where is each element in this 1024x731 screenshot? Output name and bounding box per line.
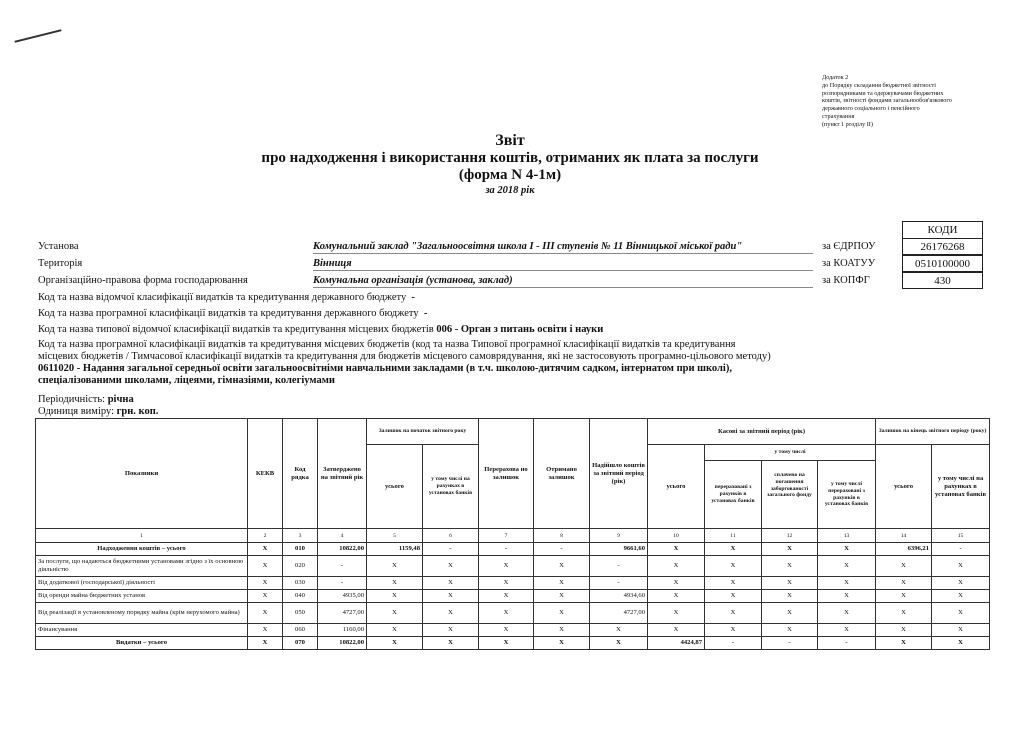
appendix-line: розпорядниками та одержувачами бюджетних xyxy=(822,89,944,97)
table-cell: 040 xyxy=(283,590,318,603)
classification-line-1: Код та назва відомчої класифікації видатків та кредитування державного бюджету - xyxy=(38,292,415,303)
table-cell: - xyxy=(762,637,818,650)
table-cell: X xyxy=(367,624,423,637)
classification-line-5: місцевих бюджетів / Тимчасової класифікації видатків та кредитування для бюджетів місцевого самоврядування, які не застосовують програмно-цільового методу) xyxy=(38,351,771,362)
table-cell: X xyxy=(705,590,762,603)
th-transferred-bank: перераховані з рахунків в установах банків xyxy=(705,461,762,529)
table-cell: X xyxy=(705,603,762,624)
table-cell: X xyxy=(932,637,990,650)
table-cell: X xyxy=(423,577,479,590)
table-cell: X xyxy=(423,624,479,637)
table-cell: 4727,00 xyxy=(590,603,648,624)
th-start-total: усього xyxy=(367,445,423,529)
column-number: 9 xyxy=(590,529,648,543)
table-cell: 4727,00 xyxy=(318,603,367,624)
column-numbers-row xyxy=(36,529,990,543)
title-line2: про надходження і використання коштів, отриманих як плата за послуги xyxy=(261,150,759,166)
table-cell: X xyxy=(479,590,534,603)
table-cell: X xyxy=(534,603,590,624)
table-cell: X xyxy=(932,603,990,624)
th-kekv: КЕКВ xyxy=(248,419,283,529)
table-cell: - xyxy=(534,543,590,556)
table-cell: 060 xyxy=(283,624,318,637)
column-number: 11 xyxy=(705,529,762,543)
table-row xyxy=(36,603,990,624)
table-cell: X xyxy=(648,590,705,603)
code-koatuu: 0510100000 xyxy=(902,255,983,272)
table-row xyxy=(36,590,990,603)
th-start-in-bank: у тому числі на рахунках в установах банків xyxy=(423,445,479,529)
appendix-line: (пункт 1 розділу II) xyxy=(822,120,873,128)
table-cell: X xyxy=(423,603,479,624)
th-cash-total: усього xyxy=(648,445,705,529)
row-label: Від оренди майна бюджетних установ xyxy=(36,590,248,603)
title-form: (форма N 4-1м) xyxy=(458,167,562,183)
table-cell: X xyxy=(876,590,932,603)
table-cell: X xyxy=(932,590,990,603)
table-row xyxy=(36,624,990,637)
table-cell: X xyxy=(932,624,990,637)
column-number: 1 xyxy=(36,529,248,543)
table-cell: X xyxy=(762,543,818,556)
table-cell: X xyxy=(876,577,932,590)
th-debt-paid xyxy=(762,461,818,529)
field-label-legal-form: Організаційно-правова форма господарювання xyxy=(38,275,248,286)
appendix-note xyxy=(822,74,992,129)
th-debt-bank: у тому числі перераховані з рахунків в установах банків xyxy=(818,461,876,529)
table-cell: X xyxy=(818,556,876,577)
row-label: Видатки – усього xyxy=(36,637,248,650)
table-cell: - xyxy=(932,543,990,556)
report-table xyxy=(35,418,985,650)
table-cell: X xyxy=(479,624,534,637)
table-cell: X xyxy=(479,637,534,650)
appendix-line: коштів, звітності фондами загальнообов'язкового xyxy=(822,97,952,105)
table-cell: 9661,60 xyxy=(590,543,648,556)
appendix-line: до Порядку складання бюджетної звітності xyxy=(822,81,936,89)
table-cell: 070 xyxy=(283,637,318,650)
th-balance-start: Залишок на початок звітного року xyxy=(367,419,479,445)
th-end-total: усього xyxy=(876,445,932,529)
table-cell: X xyxy=(534,556,590,577)
table-cell: X xyxy=(534,577,590,590)
field-value-territory: Вінниця xyxy=(313,257,813,271)
table-cell: X xyxy=(248,603,283,624)
table-cell: 10822,00 xyxy=(318,637,367,650)
appendix-line: Додаток 2 xyxy=(822,74,849,81)
table-cell: X xyxy=(818,577,876,590)
column-number: 15 xyxy=(932,529,990,543)
unit-of-measure: Одиниця виміру: грн. коп. xyxy=(38,406,159,417)
table-cell: X xyxy=(248,624,283,637)
th-balance-end: Залишок на кінець звітного періоду (року) xyxy=(876,419,990,445)
table-cell: - xyxy=(318,556,367,577)
table-cell: X xyxy=(705,556,762,577)
table-cell: X xyxy=(818,624,876,637)
table-cell: X xyxy=(479,603,534,624)
table-cell: X xyxy=(534,590,590,603)
table-cell: X xyxy=(248,556,283,577)
column-number: 4 xyxy=(318,529,367,543)
row-label: Від додаткової (господарської) діяльності xyxy=(36,577,248,590)
table-cell: X xyxy=(818,543,876,556)
th-transfer: Перерахова но залишок xyxy=(479,419,534,529)
table-cell: X xyxy=(367,637,423,650)
table-cell: 10822,00 xyxy=(318,543,367,556)
table-cell: 030 xyxy=(283,577,318,590)
column-number: 3 xyxy=(283,529,318,543)
th-indicators: Показники xyxy=(36,419,248,529)
appendix-line: страхування xyxy=(822,112,855,120)
table-cell: X xyxy=(248,543,283,556)
table-row xyxy=(36,637,990,650)
table-cell: X xyxy=(818,590,876,603)
table-cell: - xyxy=(318,577,367,590)
table-cell: 1159,48 xyxy=(367,543,423,556)
table-cell: X xyxy=(248,577,283,590)
table-cell: 4424,87 xyxy=(648,637,705,650)
code-label-koatuu: за КОАТУУ xyxy=(822,258,876,269)
table-cell: X xyxy=(367,603,423,624)
field-value-institution: Комунальний заклад "Загальноосвітня школа І - ІІІ ступенів № 11 Вінницької міської ради" xyxy=(313,240,813,254)
table-cell: X xyxy=(876,603,932,624)
th-row-code: Код рядка xyxy=(283,419,318,529)
th-including: у тому числі xyxy=(705,445,876,461)
table-cell: X xyxy=(423,590,479,603)
table-cell: X xyxy=(818,603,876,624)
table-cell: 010 xyxy=(283,543,318,556)
table-cell: X xyxy=(762,577,818,590)
table-row xyxy=(36,556,990,577)
table-cell: - xyxy=(479,543,534,556)
column-number: 13 xyxy=(818,529,876,543)
title-period: за 2018 рік xyxy=(485,185,535,196)
table-cell: 050 xyxy=(283,603,318,624)
table-cell: X xyxy=(876,556,932,577)
table-body xyxy=(36,543,990,650)
row-label: Фінансування xyxy=(36,624,248,637)
table-cell: X xyxy=(762,556,818,577)
table-cell: X xyxy=(648,556,705,577)
classification-line-2: Код та назва програмної класифікації видатків та кредитування державного бюджету - xyxy=(38,308,428,319)
classification-line-3: Код та назва типової відомчої класифікації видатків та кредитування місцевих бюджетів 006 - Орган з питань освіти і науки xyxy=(38,324,604,335)
table-cell: X xyxy=(705,543,762,556)
table-cell: X xyxy=(932,577,990,590)
table-cell: - xyxy=(818,637,876,650)
program-code-line-2: спеціалізованими школами, ліцеями, гімназіями, колегіумами xyxy=(38,375,335,386)
table-row xyxy=(36,543,990,556)
field-value-legal-form: Комунальна організація (установа, заклад) xyxy=(313,274,813,288)
table-cell: X xyxy=(534,624,590,637)
th-received: Отримано залишок xyxy=(534,419,590,529)
th-arrived: Надійшло коштів за звітний період (рік) xyxy=(590,419,648,529)
table-cell: X xyxy=(423,637,479,650)
column-number: 10 xyxy=(648,529,705,543)
th-debt-paid-caption: сплачено на погашення заборгованості загального фонду xyxy=(767,471,812,499)
row-label: За послуги, що надаються бюджетними установами згідно з їх основною діяльністю xyxy=(36,556,248,577)
table-cell: X xyxy=(705,577,762,590)
code-label-kopfg: за КОПФГ xyxy=(822,275,870,286)
codes-header: КОДИ xyxy=(902,221,983,238)
table-cell: X xyxy=(248,637,283,650)
report-title xyxy=(250,132,770,198)
title-line1: Звіт xyxy=(495,132,525,149)
table-cell: X xyxy=(648,624,705,637)
table-cell: X xyxy=(590,624,648,637)
column-number: 12 xyxy=(762,529,818,543)
table-cell: X xyxy=(705,624,762,637)
table-cell: X xyxy=(479,577,534,590)
column-number: 6 xyxy=(423,529,479,543)
table-cell: - xyxy=(590,556,648,577)
table-cell: X xyxy=(590,637,648,650)
table-cell: 6396,21 xyxy=(876,543,932,556)
table-row xyxy=(36,577,990,590)
table-cell: X xyxy=(648,603,705,624)
row-label: Надходження коштів – усього xyxy=(36,543,248,556)
th-approved: Затверджено на звітний рік xyxy=(318,419,367,529)
column-number: 7 xyxy=(479,529,534,543)
table-cell: - xyxy=(590,577,648,590)
column-number: 8 xyxy=(534,529,590,543)
table-cell: X xyxy=(367,577,423,590)
appendix-line: державного соціального і пенсійного xyxy=(822,105,920,113)
program-code-line-1: 0611020 - Надання загальної середньої освіти загальноосвітніми навчальними закладами (в т.ч. школою-дитячим садком, інтернатом при школі), xyxy=(38,363,732,374)
field-label-territory: Територія xyxy=(38,258,83,269)
periodicity: Періодичність: річна xyxy=(38,394,134,405)
code-kopfg: 430 xyxy=(902,272,983,289)
column-number: 2 xyxy=(248,529,283,543)
table-cell: - xyxy=(423,543,479,556)
th-cash: Касові за звітний період (рік) xyxy=(648,419,876,445)
field-label-institution: Установа xyxy=(38,241,79,252)
table-cell: X xyxy=(367,556,423,577)
column-number: 14 xyxy=(876,529,932,543)
table-cell: X xyxy=(762,590,818,603)
table-cell: X xyxy=(367,590,423,603)
table-cell: X xyxy=(876,637,932,650)
table-cell: X xyxy=(648,577,705,590)
table-cell: X xyxy=(762,603,818,624)
table-cell: X xyxy=(762,624,818,637)
row-label: Від реалізації в установленому порядку майна (крім нерухомого майна) xyxy=(36,603,248,624)
table-cell: 020 xyxy=(283,556,318,577)
pen-mark xyxy=(14,29,61,43)
table-cell: 1160,00 xyxy=(318,624,367,637)
table-cell: - xyxy=(705,637,762,650)
code-label-edrpou: за ЄДРПОУ xyxy=(822,241,876,252)
column-number: 5 xyxy=(367,529,423,543)
table-cell: X xyxy=(479,556,534,577)
table-cell: X xyxy=(534,637,590,650)
table-cell: 4935,00 xyxy=(318,590,367,603)
th-end-in-bank: у тому числі на рахунках в установах банків xyxy=(932,445,990,529)
table-cell: X xyxy=(423,556,479,577)
table-cell: X xyxy=(876,624,932,637)
table-cell: X xyxy=(648,543,705,556)
table-cell: X xyxy=(248,590,283,603)
classification-line-4: Код та назва програмної класифікації видатків та кредитування місцевих бюджетів (код та назва Типової програмної класифікації видатків та кредитування xyxy=(38,339,736,350)
code-edrpou: 26176268 xyxy=(902,238,983,255)
table-cell: X xyxy=(932,556,990,577)
table-cell: 4934,60 xyxy=(590,590,648,603)
